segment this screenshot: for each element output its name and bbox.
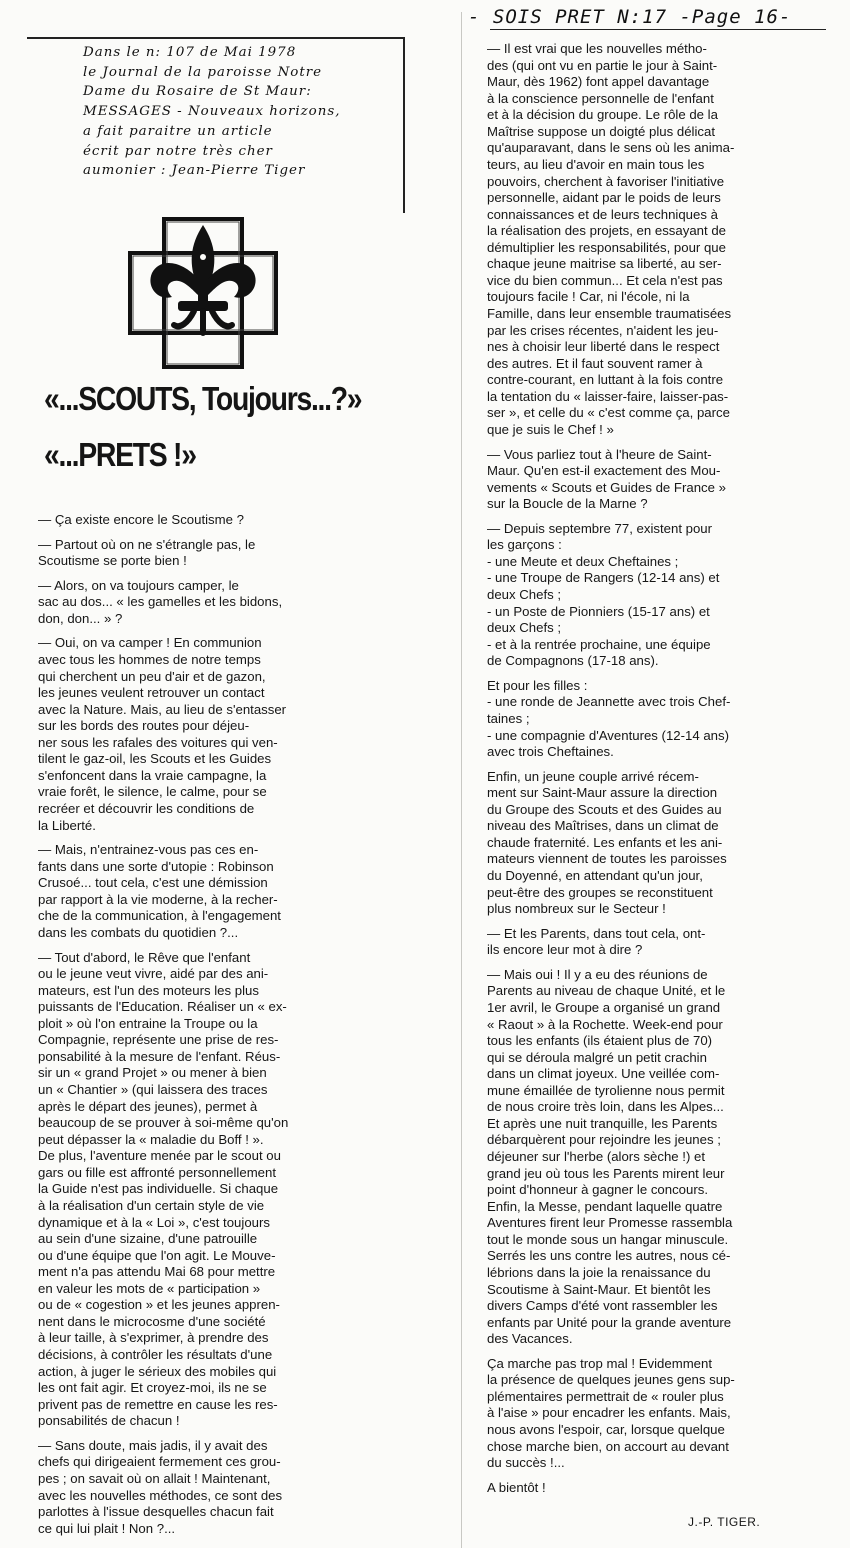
- text-line: sur les bords des routes pour déjeu-: [38, 718, 250, 734]
- text-line: qu'auparavant, dans le sens où les anima-: [487, 140, 735, 156]
- text-line: nous avons l'espoir, car, lorsque quelque: [487, 1422, 725, 1437]
- intro-line: aumonier : Jean-Pierre Tiger: [83, 163, 306, 179]
- text-line: les garçons :: [487, 537, 562, 553]
- text-line: — Alors, on va toujours camper, le: [38, 577, 239, 593]
- paragraph-gap: [487, 918, 827, 926]
- text-line: dans un climat joyeux. Une veillée com-: [487, 1066, 720, 1082]
- text-line: action, à juger le sérieux des mobiles qui: [38, 1363, 277, 1379]
- text-line: Scoutisme à Saint-Maur. Et bientôt les: [487, 1281, 711, 1297]
- paragraph-gap: [38, 570, 438, 578]
- text-line: — Depuis septembre 77, existent pour: [487, 520, 713, 536]
- text-line: personnelle, aidant par le poids de leurs: [487, 190, 721, 206]
- text-line: parlottes à l'issue desquelles chacun fait: [38, 1504, 274, 1520]
- paragraph: [38, 842, 438, 941]
- text-line: ponsabilités de chacun !: [38, 1413, 180, 1429]
- paragraph-gap: [487, 439, 827, 447]
- text-line: un « Chantier » (qui laissera des traces: [38, 1082, 268, 1097]
- text-line: - une Troupe de Rangers (12-14 ans) et: [487, 570, 720, 586]
- text-line: la présence de quelques jeunes gens sup-: [487, 1372, 735, 1388]
- text-line: Parents au niveau de chaque Unité, et le: [487, 983, 726, 999]
- text-line: à la conscience personnelle de l'enfant: [487, 90, 714, 106]
- paragraph-gap: [38, 1430, 438, 1438]
- intro-note: [27, 37, 403, 213]
- text-line: recréer et découvrir les conditions de: [38, 801, 255, 816]
- text-line: — Sans doute, mais jadis, il y avait des: [38, 1437, 268, 1453]
- intro-line: le Journal de la paroisse Notre: [83, 64, 323, 80]
- text-line: Enfin, un jeune couple arrivé récem-: [487, 768, 699, 784]
- author-signature: J.-P. TIGER.: [688, 1515, 761, 1529]
- text-line: ment n'a pas attendu Mai 68 pour mettre: [38, 1264, 276, 1280]
- text-line: beaucoup de se prouver à soi-même qu'on: [38, 1115, 289, 1131]
- text-line: plémentaires permettrait de « rouler plus: [487, 1388, 724, 1404]
- text-line: la Liberté.: [38, 817, 96, 833]
- text-line: grand jeu où tous les Parents mirent leur: [487, 1165, 725, 1181]
- text-line: 1er avril, le Groupe a organisé un grand: [487, 999, 721, 1015]
- paragraph: [487, 769, 827, 918]
- text-line: ou d'une équipe que l'on agit. Le Mouve-: [38, 1247, 276, 1263]
- text-line: nent dans le microcosme d'une société: [38, 1313, 266, 1329]
- text-line: lébrions dans la joie la renaissance du: [487, 1264, 711, 1280]
- text-line: des Vacances.: [487, 1331, 573, 1347]
- text-line: vice du bien commun... Et cela n'est pas: [487, 272, 723, 288]
- text-line: teurs, au lieu d'avoir en main tous les: [487, 156, 705, 172]
- paragraph-gap: [487, 670, 827, 678]
- text-line: peut-être des groupes se reconstituent: [487, 884, 713, 900]
- text-line: des (qui ont vu en partie le jour à Saint-: [487, 57, 718, 73]
- text-line: privent pas de remettre en cause les res-: [38, 1396, 278, 1412]
- text-line: — Ça existe encore le Scoutisme ?: [38, 512, 244, 527]
- text-line: sac au dos... « les gamelles et les bidons,: [38, 594, 283, 610]
- text-line: - une Meute et deux Cheftaines ;: [487, 553, 679, 569]
- text-line: vements « Scouts et Guides de France »: [487, 479, 726, 495]
- text-line: don, don... » ?: [38, 610, 123, 626]
- text-line: en valeur les mots de « participation »: [38, 1280, 261, 1296]
- headline-line-2: «...PRETS !»: [44, 436, 196, 473]
- text-line: les ont fait agir. Et croyez-moi, ils ne se: [38, 1380, 267, 1396]
- text-line: qui cherchent un peu d'air et de gazon,: [38, 668, 266, 684]
- text-line: de Compagnons (17-18 ans).: [487, 653, 659, 669]
- text-line: — Tout d'abord, le Rêve que l'enfant: [38, 949, 251, 965]
- paragraph-gap: [38, 834, 438, 842]
- text-line: nes à choisir leur liberté dans le respect: [487, 339, 720, 355]
- text-line: plus nombreux sur le Secteur !: [487, 901, 666, 917]
- text-line: ou de « cogestion » et les jeunes appren-: [38, 1297, 280, 1313]
- text-line: à la réalisation d'un certain style de vie: [38, 1197, 265, 1213]
- paragraph: [38, 950, 438, 1430]
- fleur-right-petal: [208, 263, 256, 298]
- text-line: chose marche bien, on accourt au devant: [487, 1438, 729, 1454]
- text-line: — Et les Parents, dans tout cela, ont-: [487, 925, 706, 941]
- fleur-star: [200, 254, 206, 260]
- text-line: chaque jeune maitrise sa liberté, au ser-: [487, 256, 722, 272]
- paragraph: [38, 1438, 438, 1537]
- text-line: tilent le gaz-oil, les Scouts et les Guides: [38, 751, 272, 767]
- intro-line: a fait paraitre un article: [83, 123, 273, 139]
- text-line: - une compagnie d'Aventures (12-14 ans): [487, 727, 729, 743]
- text-line: de nous croire très loin, dans les Alpes...: [487, 1099, 724, 1115]
- text-line: taines ;: [487, 710, 530, 726]
- text-line: — Partout où on ne s'étrangle pas, le: [38, 536, 256, 552]
- text-line: ce qui lui plait ! Non ?...: [38, 1520, 176, 1536]
- text-line: Maur. Qu'en est-il exactement des Mou-: [487, 463, 721, 479]
- text-line: — Oui, on va camper ! En communion: [38, 635, 262, 651]
- paragraph: [487, 1480, 827, 1497]
- intro-line: MESSAGES - Nouveaux horizons,: [83, 104, 341, 120]
- text-line: deux Chefs ;: [487, 587, 562, 602]
- text-line: avec les nouvelles méthodes, ce sont des: [38, 1487, 283, 1503]
- text-line: De plus, l'aventure menée par le scout ou: [38, 1148, 281, 1164]
- text-line: sur la Boucle de la Marne ?: [487, 496, 648, 512]
- text-line: Serrés les uns contre les autres, nous cé-: [487, 1248, 731, 1264]
- paragraph: [487, 521, 827, 670]
- text-line: s'enfoncent dans la vraie campagne, la: [38, 767, 267, 783]
- text-line: Ça marche pas trop mal ! Evidemment: [487, 1355, 713, 1371]
- text-line: tout le monde sous un hangar minuscule.: [487, 1231, 729, 1247]
- text-line: Maur, dès 1962) font appel davantage: [487, 74, 710, 90]
- text-line: du Groupe des Scouts et des Guides au: [487, 801, 722, 817]
- text-line: puissants de l'Education. Réaliser un « ex-: [38, 999, 287, 1015]
- paragraph: [38, 635, 438, 834]
- text-line: des autres. Et il faut souvent ramer à: [487, 355, 703, 371]
- text-line: Crusoé... tout cela, c'est une démission: [38, 875, 268, 891]
- text-line: contre-courant, en luttant à la fois contre: [487, 372, 724, 388]
- paragraph: [487, 678, 827, 761]
- text-line: que je suis le Chef ! »: [487, 421, 614, 437]
- text-line: peut dépasser la « maladie du Boff ! ».: [38, 1131, 264, 1147]
- text-line: deux Chefs ;: [487, 620, 562, 636]
- fleur-left-petal: [150, 263, 198, 298]
- text-line: ou le jeune veut vivre, aidé par des ani-: [38, 966, 269, 982]
- text-line: démultiplier les responsabilités, pour que: [487, 239, 726, 255]
- text-line: Aventures firent leur Promesse rassembla: [487, 1215, 733, 1231]
- text-line: mateurs, est l'un des moteurs les plus: [38, 982, 259, 998]
- paragraph: [487, 967, 827, 1348]
- text-line: décisions, à contrôler les résultats d'une: [38, 1347, 273, 1362]
- text-line: dynamique et à la « Loi », c'est toujours: [38, 1214, 270, 1230]
- text-line: ner sous les rafales des voitures qui ven-: [38, 734, 278, 750]
- text-line: sir un « grand Projet » ou mener à bien: [38, 1065, 267, 1081]
- text-line: avec la Nature. Mais, au lieu de s'entasser: [38, 701, 287, 717]
- text-line: au sein d'une sizaine, d'une patrouille: [38, 1231, 258, 1247]
- page-header: [468, 6, 840, 32]
- text-line: — Mais oui ! Il y a eu des réunions de: [487, 966, 708, 982]
- text-line: par les crises récentes, n'aident les jeu-: [487, 322, 719, 338]
- text-line: ser », et celle du « c'est comme ça, parce: [487, 405, 730, 421]
- text-line: la réalisation des projets, en essayant de: [487, 223, 726, 239]
- text-line: fants dans une sorte d'utopie : Robinson: [38, 858, 274, 874]
- text-line: mateurs viennent de toutes les paroisses: [487, 851, 727, 867]
- text-line: du Doyenné, en attendant qu'un jour,: [487, 868, 703, 883]
- paragraph: [38, 578, 438, 628]
- text-line: — Il est vrai que les nouvelles métho-: [487, 41, 707, 56]
- paragraph: [487, 1356, 827, 1472]
- intro-line: Dame du Rosaire de St Maur:: [83, 84, 312, 100]
- paragraph-gap: [38, 627, 438, 635]
- article-column-right: [487, 41, 827, 1496]
- text-line: ponsabilité à la mesure de l'enfant. Réus-: [38, 1048, 281, 1064]
- paragraph-gap: [487, 513, 827, 521]
- text-line: après le départ des jeunes), permet à: [38, 1098, 258, 1114]
- text-line: pes ; on savait où on allait ! Maintenant,: [38, 1470, 271, 1486]
- text-line: point d'honneur à gagner le concours.: [487, 1182, 709, 1198]
- text-line: débarquèrent pour rejoindre les jeunes ;: [487, 1132, 721, 1148]
- paragraph-gap: [38, 942, 438, 950]
- text-line: qui se déroula malgré un petit crachin: [487, 1049, 707, 1065]
- text-line: divers Camps d'été vont rassembler les: [487, 1298, 718, 1314]
- paragraph-gap: [38, 529, 438, 537]
- text-line: toujours facile ! Car, ni l'école, ni la: [487, 289, 690, 305]
- text-line: - et à la rentrée prochaine, une équipe: [487, 636, 711, 652]
- text-line: pouvoirs, cherchent à favoriser l'initiative: [487, 173, 725, 189]
- header-underline: [490, 29, 826, 30]
- text-line: et à la décision du groupe. Le rôle de la: [487, 107, 718, 123]
- text-line: che de la communication, à l'engagement: [38, 908, 281, 924]
- text-line: « Raout » à la Rochette. Week-end pour: [487, 1016, 723, 1032]
- column-divider: [461, 12, 462, 1548]
- paragraph: [487, 447, 827, 513]
- text-line: A bientôt !: [487, 1479, 546, 1495]
- text-line: Et après une nuit tranquille, les Parents: [487, 1115, 718, 1131]
- text-line: Scoutisme se porte bien !: [38, 553, 187, 569]
- paragraph: [38, 537, 438, 570]
- text-line: Famille, dans leur ensemble traumatisées: [487, 306, 732, 321]
- text-line: ils encore leur mot à dire ?: [487, 942, 643, 958]
- text-line: avec trois Cheftaines.: [487, 744, 614, 760]
- headline-line-1: «...SCOUTS, Toujours...?»: [44, 380, 362, 417]
- text-line: — Mais, n'entrainez-vous pas ces en-: [38, 842, 259, 858]
- paragraph: [38, 512, 438, 529]
- header-text: - SOIS PRET N:17 -Page 16-: [468, 6, 792, 28]
- paragraph: [487, 41, 827, 439]
- text-line: Et pour les filles :: [487, 677, 588, 693]
- text-line: connaissances et de leurs techniques à: [487, 206, 718, 222]
- intro-line: Dans le n: 107 de Mai 1978: [83, 45, 297, 60]
- text-line: déjeuner sur l'herbe (alors sèche !) et: [487, 1149, 706, 1164]
- text-line: gars ou fille est affronté personnellement: [38, 1164, 277, 1180]
- text-line: enfants par Unité pour la grande aventure: [487, 1314, 732, 1330]
- text-line: la tentation du « laisser-faire, laisser-pas-: [487, 388, 729, 404]
- text-line: avec tous les hommes de notre temps: [38, 651, 261, 667]
- text-line: mune émaillée de tyrolienne nous permit: [487, 1082, 725, 1098]
- text-line: ploit » où l'on entraine la Troupe ou la: [38, 1015, 258, 1031]
- text-line: Compagnie, représente une prise de res-: [38, 1032, 279, 1048]
- text-line: tous les enfants (ils étaient plus de 70): [487, 1033, 713, 1049]
- paragraph-gap: [487, 761, 827, 769]
- text-line: — Vous parliez tout à l'heure de Saint-: [487, 446, 712, 462]
- article-column-left: [38, 512, 438, 1537]
- text-line: la Guide n'est pas individuelle. Si chaque: [38, 1181, 279, 1197]
- paragraph-gap: [487, 1472, 827, 1480]
- text-line: niveau des Maîtrises, dans un climat de: [487, 818, 719, 834]
- text-line: Maîtrise suppose un doigté plus délicat: [487, 123, 715, 139]
- text-line: par rapport à la vie moderne, à la recher-: [38, 891, 278, 907]
- text-line: les jeunes veulent retrouver un contact: [38, 685, 265, 701]
- text-line: vraie forêt, le silence, le calme, pour se: [38, 784, 267, 800]
- paragraph-gap: [487, 959, 827, 967]
- paragraph-gap: [487, 1348, 827, 1356]
- intro-note-border: [403, 37, 405, 213]
- text-line: dans les combats du quotidien ?...: [38, 924, 239, 940]
- text-line: Enfin, la Messe, pendant laquelle quatre: [487, 1198, 723, 1214]
- intro-line: écrit par notre très cher: [83, 143, 273, 159]
- fleur-de-lis-emblem: [128, 217, 278, 369]
- text-line: ment sur Saint-Maur assure la direction: [487, 785, 718, 801]
- text-line: chefs qui dirigeaient fermement ces grou-: [38, 1454, 281, 1470]
- text-line: - un Poste de Pionniers (15-17 ans) et: [487, 603, 710, 619]
- text-line: du succès !...: [487, 1455, 565, 1471]
- text-line: - une ronde de Jeannette avec trois Chef-: [487, 694, 731, 710]
- text-line: chaude fraternité. Les enfants et les ani-: [487, 834, 723, 850]
- text-line: à leur taille, à s'exprimer, à prendre des: [38, 1330, 269, 1346]
- paragraph: [487, 926, 827, 959]
- text-line: à l'aise » pour encadrer les enfants. Mais,: [487, 1405, 731, 1421]
